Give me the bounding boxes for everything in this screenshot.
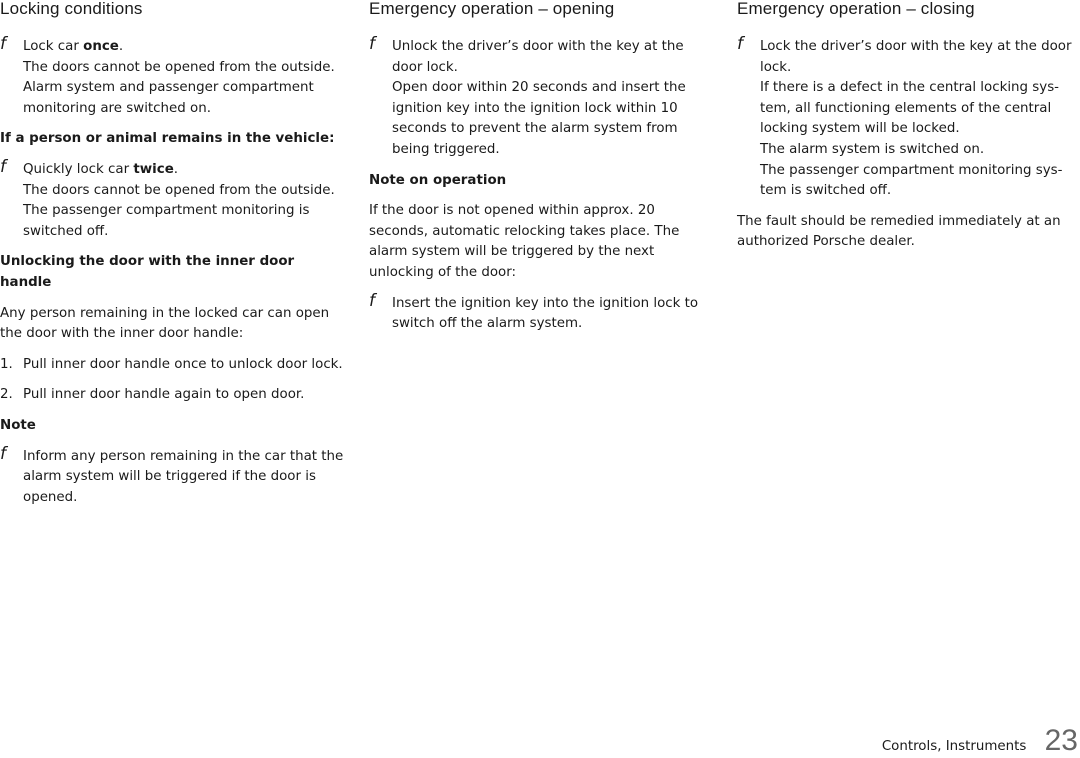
step-text: Pull inner door handle once to unlock door lock. bbox=[23, 356, 343, 372]
instruction-step bbox=[369, 290, 715, 335]
step-text-prefix: Quickly lock car bbox=[23, 161, 134, 177]
paragraph: If the door is not opened within approx. 20 seconds, automatic relocking takes place. The alarm system will be triggered by the next unlocking of the door: bbox=[369, 203, 680, 280]
step-text: Inform any person remaining in the car that the alarm system will be triggered if the door is opened. bbox=[23, 448, 344, 505]
instruction-step bbox=[0, 156, 346, 242]
subheading: Unlocking the door with the inner door handle bbox=[0, 254, 295, 290]
bullet-marker: f bbox=[0, 34, 6, 54]
step-detail: The passenger compartment monitoring is switched off. bbox=[23, 203, 310, 239]
step-detail: The passenger compartment monitoring sys-tem is switched off. bbox=[760, 162, 1063, 199]
step-detail: The doors cannot be opened from the outside. bbox=[23, 182, 335, 198]
step-text bbox=[23, 37, 346, 58]
step-text-suffix: . bbox=[118, 39, 124, 54]
step-detail: Alarm system and passenger compartment monitoring are switched on. bbox=[23, 80, 314, 116]
emphasis-text: twice bbox=[133, 161, 174, 177]
section-title: Locking conditions bbox=[0, 0, 143, 18]
subheading: Note on operation bbox=[369, 172, 507, 188]
step-number: 2. bbox=[0, 387, 13, 403]
section-title: Emergency operation – opening bbox=[369, 0, 615, 18]
column-locking-conditions bbox=[0, 0, 346, 518]
step-text: Insert the ignition key into the ignition lock to switch off the alarm system. bbox=[392, 295, 699, 332]
bullet-marker: f bbox=[0, 443, 6, 464]
numbered-step bbox=[0, 355, 346, 376]
step-text-prefix: Lock car bbox=[23, 39, 84, 54]
step-detail: The alarm system is switched on. bbox=[760, 141, 985, 157]
subheading: Note bbox=[0, 417, 36, 433]
section-title: Emergency operation – closing bbox=[737, 0, 975, 18]
paragraph: Any person remaining in the locked car can open the door with the inner door handle: bbox=[0, 305, 330, 342]
page-number: 23 bbox=[1044, 724, 1078, 758]
footer-section-label: Controls, Instruments bbox=[881, 739, 1027, 755]
bullet-marker: f bbox=[369, 34, 375, 54]
step-detail: The doors cannot be opened from the outside. bbox=[23, 59, 335, 75]
paragraph: The fault should be remedied immediately at an authorized Porsche dealer. bbox=[737, 213, 1061, 250]
step-number: 1. bbox=[0, 356, 13, 372]
page-footer bbox=[882, 726, 1078, 758]
step-text-suffix: . bbox=[173, 161, 179, 177]
instruction-step bbox=[0, 34, 346, 119]
step-detail: Open door within 20 seconds and insert the ignition key into the ignition lock within 10 seconds to prevent the alarm system from being triggered. bbox=[392, 80, 686, 157]
column-emergency-opening bbox=[369, 0, 715, 345]
bullet-marker: f bbox=[369, 290, 375, 311]
instruction-step bbox=[369, 34, 715, 161]
step-text: Unlock the driver’s door with the key at the door lock. bbox=[392, 39, 684, 75]
step-text bbox=[23, 160, 346, 181]
subheading: If a person or animal remains in the vehicle: bbox=[0, 131, 335, 147]
instruction-step bbox=[0, 443, 346, 509]
step-detail: If there is a defect in the central locking sys-tem, all functioning elements of the central locking system will be locked. bbox=[760, 80, 1060, 137]
emphasis-text: once bbox=[83, 39, 119, 54]
bullet-marker: f bbox=[737, 34, 743, 54]
numbered-step bbox=[0, 385, 346, 406]
bullet-marker: f bbox=[0, 156, 6, 177]
step-text: Lock the driver’s door with the key at the door lock. bbox=[760, 39, 1072, 75]
instruction-step bbox=[737, 34, 1080, 202]
column-emergency-closing bbox=[737, 0, 1080, 263]
step-text: Pull inner door handle again to open door. bbox=[23, 387, 305, 403]
